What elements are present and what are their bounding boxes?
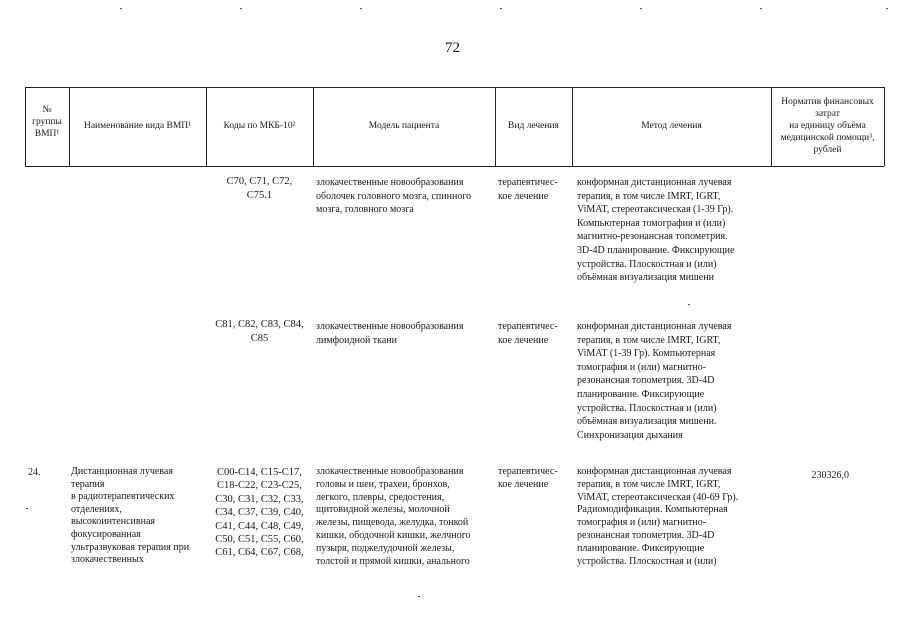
row-patient-model: злокачественные новообразования оболочек головного мозга, спинного мозга, головного мозга [316,177,472,216]
row-treatment-method: конформная дистанционная лучевая терапия, в том числе IMRT, IGRT, ViMAT (1-39 Гр). Компьютерная томография и (или) магнитно- резонансная топометрия. 3D-4D планирование. Фиксирующие устройства. Плоскостная и (или) объёмная визуализация мишени. Синхронизация дыхания [577,321,732,441]
row-icd-codes: С00-С14, С15-С17, С18-С22, С23-С25, С30, С31, С32, С33, С34, С37, С39, С40, С41, С44, С48, С49, С50, С51, С55, С60, С61, С64, С67, С68, [215,467,304,559]
scan-speck [120,8,122,9]
header-cost-norm: Норматив финансовых затрат на единицу объёма медицинской помощи³, рублей [780,97,875,155]
header-treatment-method: Метод лечения [641,121,702,131]
page-number: 72 [445,40,460,56]
row-treatment-type: терапевтичес- кое лечение [498,177,558,202]
header-vmp-name: Наименование вида ВМП¹ [83,121,192,131]
row-icd-codes: С70, С71, С72, С75.1 [226,176,293,201]
row-treatment-method: конформная дистанционная лучевая терапия, в том числе IMRT, IGRT, ViMAT, стереотаксическая (40-69 Гр). Радиомодификация. Компьютерная томография и (или) магнитно- резонансная топометрия. 3D-4D планирование. Фиксирующие устройства. Плоскостная и (или) [577,466,739,567]
scan-speck [640,8,642,9]
scan-speck [26,508,28,509]
header-treatment-type: Вид лечения [508,121,559,131]
row-vmp-name: Дистанционная лучевая терапия в радиотерапевтических отделениях, высокоинтенсивная фокусированная ультразвуковая терапия при злокачественных [71,466,190,566]
header-patient-model: Модель пациента [368,121,440,131]
row-treatment-type: терапевтичес- кое лечение [498,466,558,490]
row-icd-codes: С81, С82, С83, С84, С85 [215,319,304,344]
scan-speck [760,8,762,9]
scan-speck [886,8,888,9]
row-treatment-method: конформная дистанционная лучевая терапия, в том числе IMRT, IGRT, ViMAT, стереотаксическая (1-39 Гр). Компьютерная томография и (или) магнитно-резонансная топометрия. 3D-4D планирование. Фиксирующие устройства. Плоскостная и (или) объёмная визуализация мишени [577,177,735,284]
row-group-no: 24. [28,467,41,478]
scan-speck [688,304,690,305]
scan-speck [240,8,242,9]
scan-speck [360,8,362,9]
header-icd-codes: Коды по МКБ-10² [223,121,296,131]
row-patient-model: злокачественные новообразования лимфоидной ткани [316,321,464,346]
header-group-no: № группы ВМП¹ [32,105,62,139]
row-cost-norm: 230326,0 [811,470,849,481]
row-treatment-type: терапевтичес- кое лечение [498,321,558,346]
scan-speck [418,596,420,597]
row-patient-model: злокачественные новообразования головы и шеи, трахеи, бронхов, легкого, плевры, средостения, щитовидной железы, молочной железы, пищевода, желудка, тонкой кишки, ободочной кишки, желчного пузыря, поджелудочной железы, толстой и прямой кишки, анального [316,466,471,567]
scan-speck [500,8,502,9]
